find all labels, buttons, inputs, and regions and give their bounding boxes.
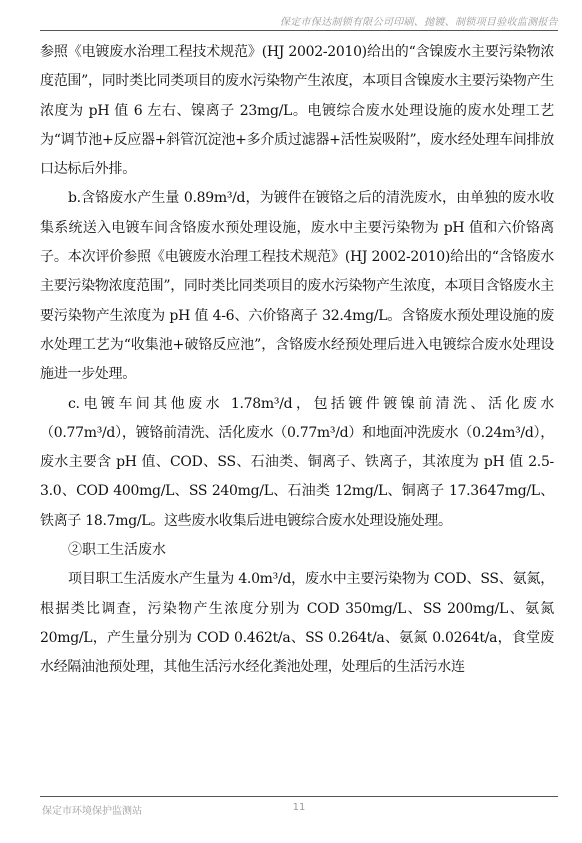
header-title: 保定市保达制锁有限公司印刷、抛镀、制锁项目验收监测报告 <box>279 17 558 28</box>
paragraph-domestic-wastewater: 项目职工生活废水产生量为 4.0m³/d，废水中主要污染物为 COD、SS、氨氮，根据类比调查，污染物产生浓度分别为 COD 350mg/L、SS 200mg/L、氨氮 20mg/L，产生量分别为 COD 0.462t/a、SS 0.264t/a、氨氮 0.0264t/a，食堂废水经隔油池预处理，其他生活污水经化粪池处理，处理后的生活污水连 <box>40 571 554 676</box>
footer-organization: 保定市环境保护监测站 <box>42 806 142 817</box>
page-number: 11 <box>292 802 306 813</box>
document-body <box>40 38 554 773</box>
paragraph-nickel-wastewater: 参照《电镀废水治理工程技术规范》(HJ 2002-2010)给出的“含镍废水主要污染物浓度范围”，同时类比同类项目的废水污染物产生浓度，本项目含镍废水主要污染物产生浓度为 pH 值 6 左右、镍离子 23mg/L。电镀综合废水处理设施的废水处理工艺为“调节池+反应器+斜管沉淀池+多介质过滤器+活性炭吸附”，废水经处理车间排放口达标后外排。 <box>40 44 554 178</box>
paragraph-other-wastewater: c.电镀车间其他废水 1.78m³/d，包括镀件镀镍前清洗、活化废水（0.77m³/d），镀铬前清洗、活化废水（0.77m³/d）和地面冲洗废水（0.24m³/d），废水主要含 pH 值、COD、SS、石油类、铜离子、铁离子，其浓度为 pH 值 2.5-3.0、COD 400mg/L、SS 240mg/L、石油类 12mg/L、铜离子 17.3647mg/L、铁离子 18.7mg/L。这些废水收集后进电镀综合废水处理设施处理。 <box>40 395 554 529</box>
page-header <box>40 10 558 31</box>
page-footer <box>40 796 558 821</box>
section-heading-domestic-wastewater: ②职工生活废水 <box>68 542 166 559</box>
paragraph-chromium-wastewater: b.含铬废水产生量 0.89m³/d，为镀件在镀铬之后的清洗废水，由单独的废水收集系统送入电镀车间含铬废水预处理设施，废水中主要污染物为 pH 值和六价铬离子。本次评价参照《电镀废水治理工程技术规范》(HJ 2002-2010)给出的“含铬废水主要污染物浓度范围”，同时类比同类项目的废水污染物产生浓度，本项目含铬废水主要污染物产生浓度为 pH 值 4-6、六价铬离子 32.4mg/L。含铬废水预处理设施的废水处理工艺为“收集池+破铬反应池”，含铬废水经预处理后进入电镀综合废水处理设施进一步处理。 <box>40 190 554 383</box>
